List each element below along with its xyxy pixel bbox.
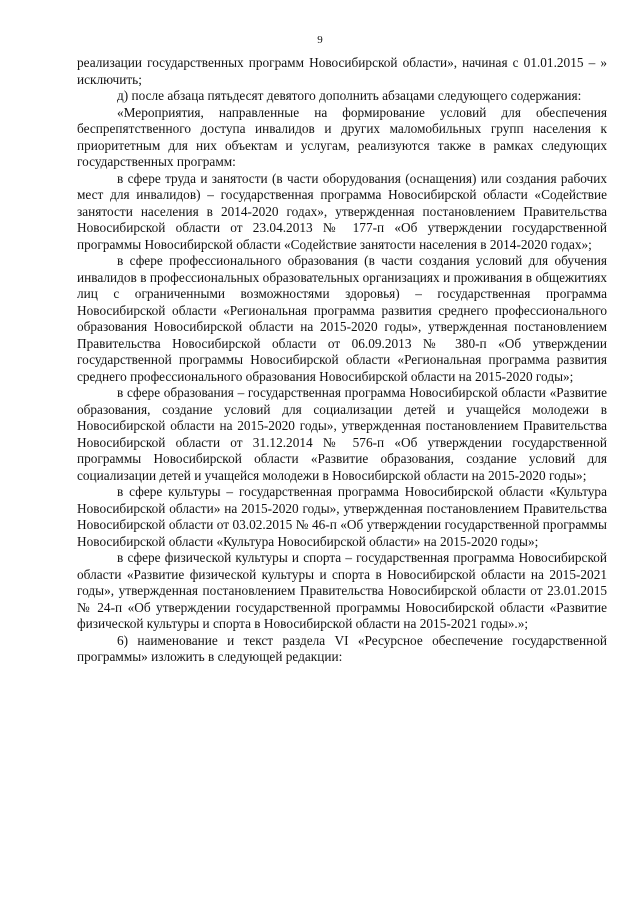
paragraph-culture: в сфере культуры – государственная программа Новосибирской области «Культура Новосибирской области» на 2015-2020 годы», утвержденная постановлением Правительства Новосибирской области от 03.02.2015 № 46-п «Об утверждении государственной программы Новосибирской области «Культура Новосибирской области» на 2015-2020 годы»; [77,484,607,549]
page-number: 9 [317,34,323,46]
paragraph-item-6: 6) наименование и текст раздела VI «Ресурсное обеспечение государственной программы» изложить в следующей редакции: [77,632,607,664]
paragraph-measures-intro: «Мероприятия, направленные на формирование условий для обеспечения беспрепятственного доступа инвалидов и других маломобильных групп населения к приоритетным для них объектам и услугам, реализуются также в рамках следующих государственных программ: [77,104,607,169]
paragraph-education: в сфере образования – государственная программа Новосибирской области «Развитие образования, создание условий для социализации детей и учащейся молодежи в Новосибирской области на 2015-2020 годы», утвержденная постановлением Правительства Новосибирской области от 31.12.2014 № 576-п «Об утверждении государственной программы Новосибирской области «Развитие образования, создание условий для социализации детей и учащейся молодежи в Новосибирской области на 2015-2020 годы»; [77,385,607,483]
paragraph-continuation: реализации государственных программ Новосибирской области», начиная с 01.01.2015 – » исключить; [77,55,607,87]
paragraph-item-d: д) после абзаца пятьдесят девятого дополнить абзацами следующего содержания: [117,88,582,103]
paragraph-sport: в сфере физической культуры и спорта – государственная программа Новосибирской области «Развитие физической культуры и спорта в Новосибирской области на 2015-2021 годы», утвержденная постановлением Правительства Новосибирской области от 23.01.2015 № 24-п «Об утверждении государственной программы Новосибирской области «Развитие физической культуры и спорта в Новосибирской области на 2015-2021 годы».»; [77,550,607,631]
document-body [77,55,607,666]
paragraph-professional-education: в сфере профессионального образования (в части создания условий для обучения инвалидов в профессиональных образовательных организациях и проживания в общежитиях лиц с ограниченными возможностями здоровья) – государственная программа Новосибирской области «Региональная программа развития среднего профессионального образования Новосибирской области на 2015-2020 годы», утвержденная постановлением Правительства Новосибирской области от 06.09.2013 № 380-п «Об утверждении государственной программы Новосибирской области «Региональная программа развития среднего профессионального образования Новосибирской области на 2015-2020 годы»; [77,253,607,384]
paragraph-labor-employment: в сфере труда и занятости (в части оборудования (оснащения) или создания рабочих мест для инвалидов) – государственная программа Новосибирской области «Содействие занятости населения в 2014-2020 годах», утвержденная постановлением Правительства Новосибирской области от 23.04.2013 № 177-п «Об утверждении государственной программы Новосибирской области «Содействие занятости населения в 2014-2020 годах»; [77,170,607,252]
